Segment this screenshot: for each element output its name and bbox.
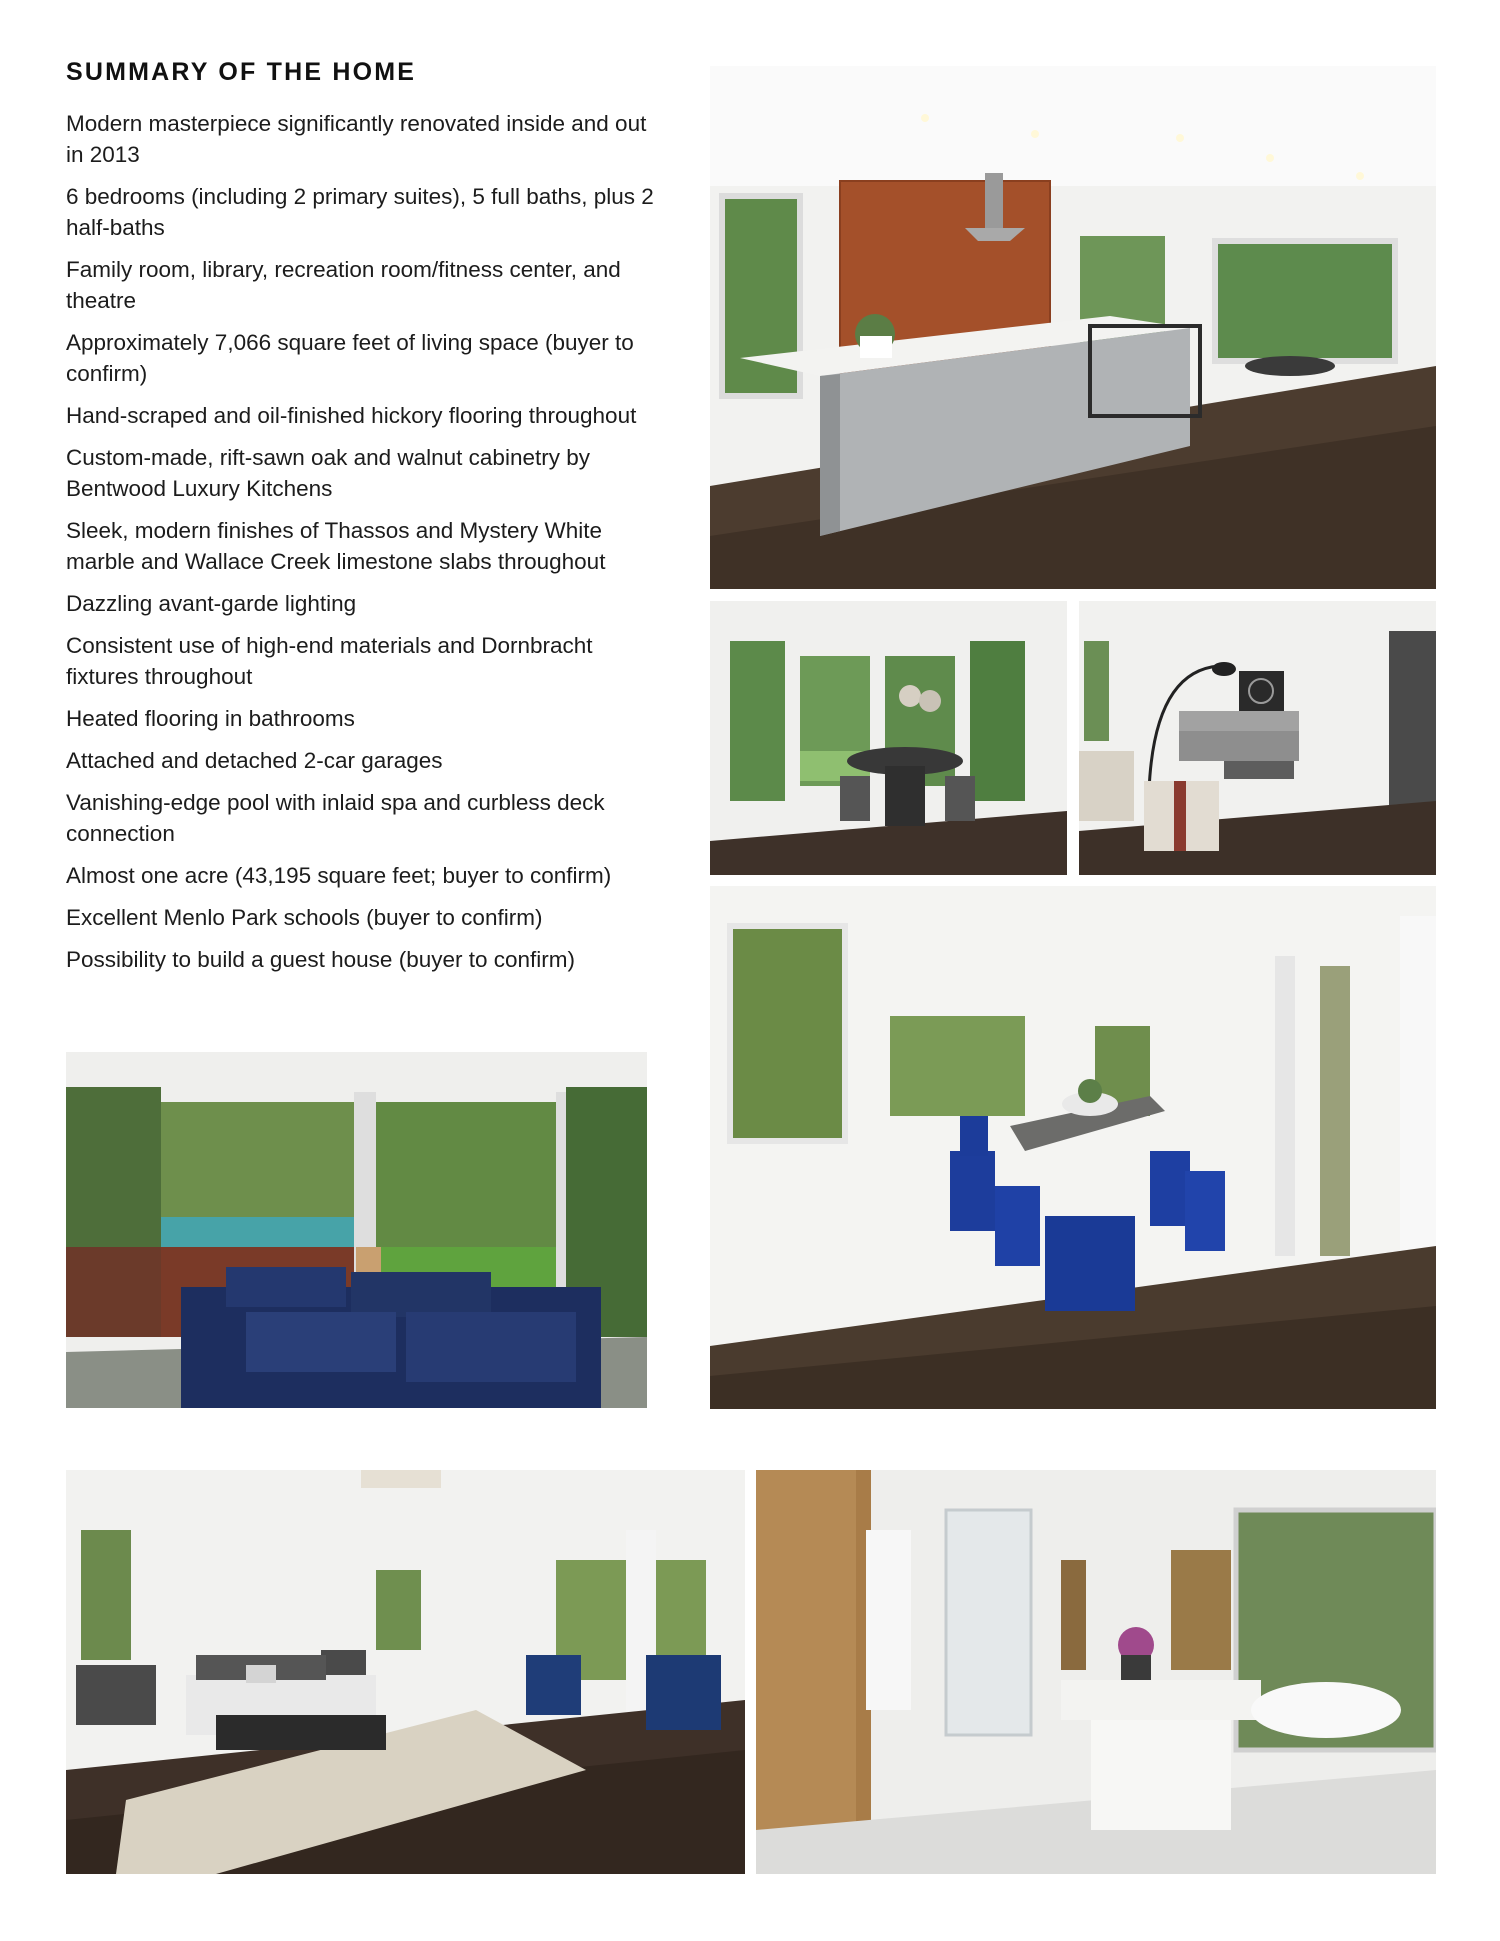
bathroom-photo (756, 1470, 1436, 1874)
page-title: SUMMARY OF THE HOME (66, 58, 417, 86)
living-room-photo (1079, 601, 1436, 875)
feature-list (66, 108, 666, 986)
feature-item: Excellent Menlo Park schools (buyer to confirm) (66, 905, 543, 930)
feature-item: Modern masterpiece significantly renovated inside and out in 2013 (66, 111, 647, 167)
family-room-photo (66, 1052, 647, 1408)
bedroom-photo (66, 1470, 745, 1874)
feature-item: Hand-scraped and oil-finished hickory flooring throughout (66, 403, 637, 428)
feature-item: Almost one acre (43,195 square feet; buyer to confirm) (66, 863, 612, 888)
feature-item: Dazzling avant-garde lighting (66, 591, 357, 616)
feature-item: Consistent use of high-end materials and Dornbracht fixtures throughout (66, 633, 593, 689)
feature-item: 6 bedrooms (including 2 primary suites), 5 full baths, plus 2 half-baths (66, 184, 654, 240)
feature-item: Attached and detached 2-car garages (66, 748, 443, 773)
feature-item: Heated flooring in bathrooms (66, 706, 355, 731)
dining-nook-photo (710, 601, 1067, 875)
kitchen-photo (710, 66, 1436, 589)
feature-item: Approximately 7,066 square feet of living space (buyer to confirm) (66, 330, 634, 386)
feature-item: Possibility to build a guest house (buyer to confirm) (66, 947, 575, 972)
feature-item: Custom-made, rift-sawn oak and walnut cabinetry by Bentwood Luxury Kitchens (66, 445, 590, 501)
feature-item: Sleek, modern finishes of Thassos and Mystery White marble and Wallace Creek limestone slabs throughout (66, 518, 606, 574)
feature-item: Family room, library, recreation room/fitness center, and theatre (66, 257, 621, 313)
feature-item: Vanishing-edge pool with inlaid spa and curbless deck connection (66, 790, 605, 846)
dining-room-photo (710, 886, 1436, 1409)
